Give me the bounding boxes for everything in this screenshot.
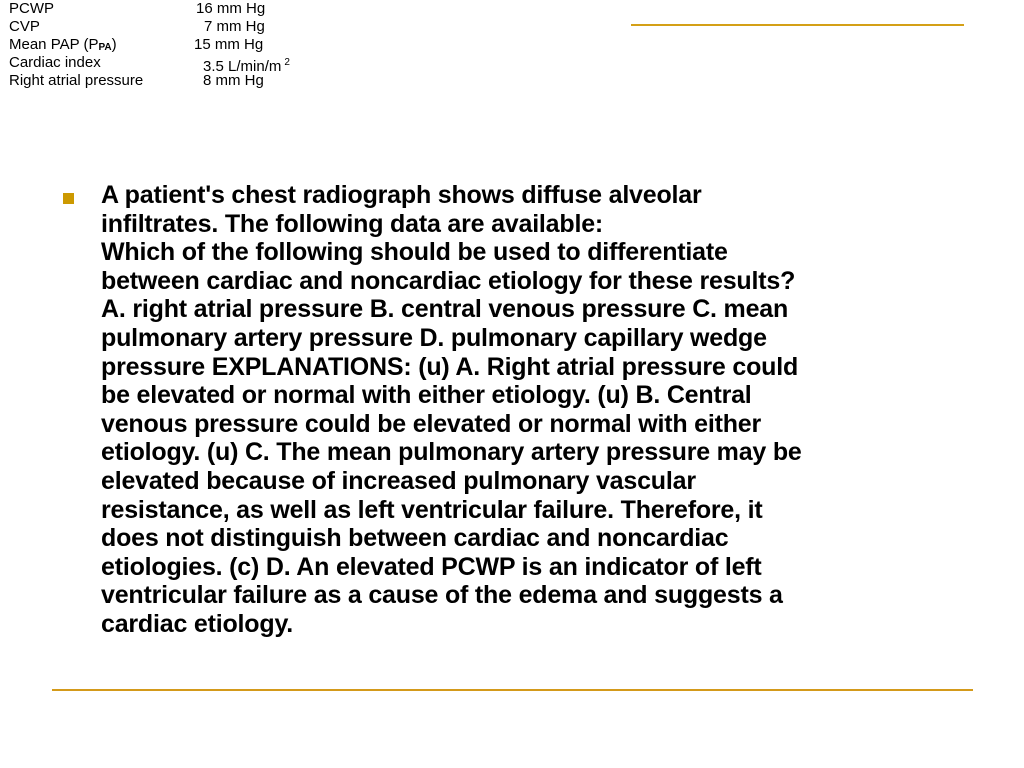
data-label: PCWP (9, 0, 54, 17)
text-line: between cardiac and noncardiac etiology for these results? (101, 266, 796, 295)
data-value: 16 mm Hg (196, 0, 266, 17)
data-value-superscript: 2 (284, 57, 290, 68)
data-label-subscript: PA (98, 42, 112, 53)
text-line: A patient's chest radiograph shows diffuse alveolar (101, 181, 702, 209)
text-line: pulmonary artery pressure D. pulmonary capillary wedge (101, 323, 767, 352)
text-line: A. right atrial pressure B. central venous pressure C. mean (101, 295, 789, 324)
text-line: pressure EXPLANATIONS: (u) A. Right atrial pressure could (101, 352, 799, 381)
text-line: infiltrates. The following data are available: (101, 209, 604, 238)
data-label-close: ) (111, 36, 117, 53)
text-line: be elevated or normal with either etiology. (u) B. Central (101, 381, 752, 410)
text-line: cardiac etiology. (101, 609, 294, 638)
text-line: does not distinguish between cardiac and noncardiac (101, 524, 729, 553)
data-label-main: Mean PAP (P (9, 36, 99, 53)
question-and-explanation-text (101, 181, 971, 639)
text-line: etiology. (u) C. The mean pulmonary artery pressure may be (101, 438, 802, 467)
data-value: 7 mm Hg (204, 18, 265, 35)
top-divider-line (631, 24, 964, 26)
text-line: Which of the following should be used to differentiate (101, 238, 728, 267)
data-label: Right atrial pressure (9, 72, 144, 89)
data-value: 15 mm Hg (194, 36, 264, 53)
data-value-main: 3.5 L/min/m (203, 58, 282, 75)
data-label: Cardiac index (9, 54, 101, 71)
bottom-divider-line (52, 689, 973, 691)
text-line: elevated because of increased pulmonary vascular (101, 466, 696, 495)
text-line: etiologies. (c) D. An elevated PCWP is an indicator of left (101, 552, 762, 581)
data-label: CVP (9, 18, 40, 35)
square-bullet-icon (63, 193, 74, 204)
text-line: ventricular failure as a cause of the edema and suggests a (101, 581, 783, 610)
data-value: 8 mm Hg (203, 72, 264, 89)
text-line: resistance, as well as left ventricular failure. Therefore, it (101, 495, 763, 524)
text-line: venous pressure could be elevated or normal with either (101, 409, 762, 438)
